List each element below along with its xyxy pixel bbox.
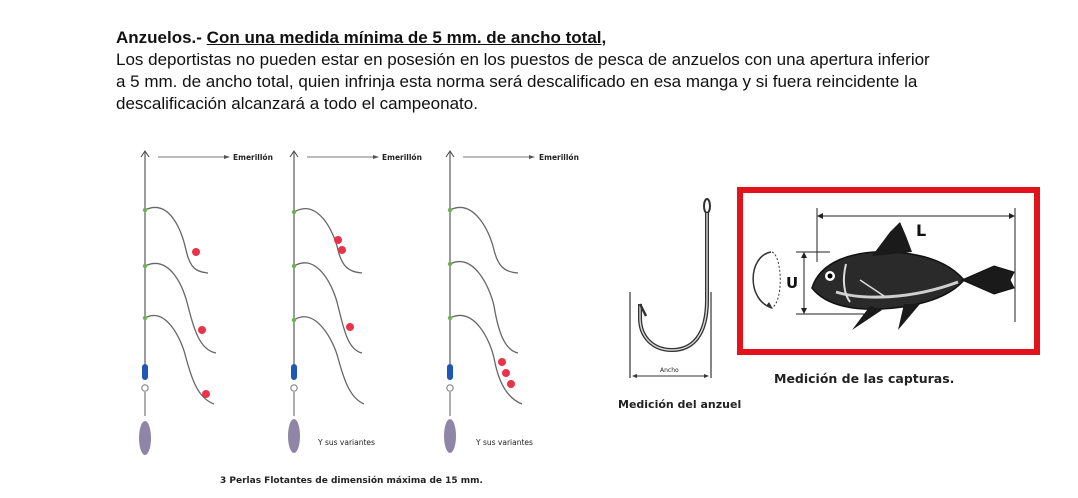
float-bead — [198, 326, 206, 334]
float-bead — [502, 369, 510, 377]
hook-diagram — [630, 199, 711, 378]
float-bead — [338, 246, 346, 254]
float-bead — [498, 358, 506, 366]
hook-caption: Medición del anzuel — [618, 398, 742, 411]
float-bead — [346, 323, 354, 331]
rig-3 — [444, 151, 579, 453]
fish-measure-diagram — [740, 190, 1037, 352]
rule-title-underlined: Con una medida mínima de 5 mm. de ancho total, — [206, 28, 607, 47]
fish — [812, 252, 964, 309]
fish-caption: Medición de las capturas. — [774, 371, 955, 386]
rule-body-line-2: a 5 mm. de ancho total, quien infrinja esta norma será descalificado en esa manga y si fuera reincidente la — [116, 72, 918, 91]
rule-body-line-3: descalificación alcanzará a todo el campeonato. — [116, 94, 478, 113]
length-label: L — [916, 221, 927, 240]
float-bead — [192, 248, 200, 256]
swivel-label: Emerillón — [382, 153, 422, 162]
rig-2 — [288, 151, 422, 453]
rigs-caption: 3 Perlas Flotantes de dimensión máxima de 15 mm. — [220, 476, 483, 486]
sinker — [444, 419, 456, 453]
height-label: U — [786, 274, 799, 292]
sinker — [139, 421, 151, 455]
hook-width-label: Ancho — [660, 367, 679, 374]
variants-label: Y sus variantes — [318, 438, 375, 447]
rule-title-prefix: Anzuelos.- — [116, 28, 207, 47]
float-bead — [202, 390, 210, 398]
variants-label: Y sus variantes — [476, 438, 533, 447]
float-bead — [507, 380, 515, 388]
sinker — [288, 419, 300, 453]
float-bead — [334, 236, 342, 244]
swivel-label: Emerillón — [233, 153, 273, 162]
rig-1 — [139, 151, 273, 455]
swivel-label: Emerillón — [539, 153, 579, 162]
rule-body-line-1: Los deportistas no pueden estar en posesión en los puestos de pesca de anzuelos con una apertura inferior — [116, 50, 930, 69]
